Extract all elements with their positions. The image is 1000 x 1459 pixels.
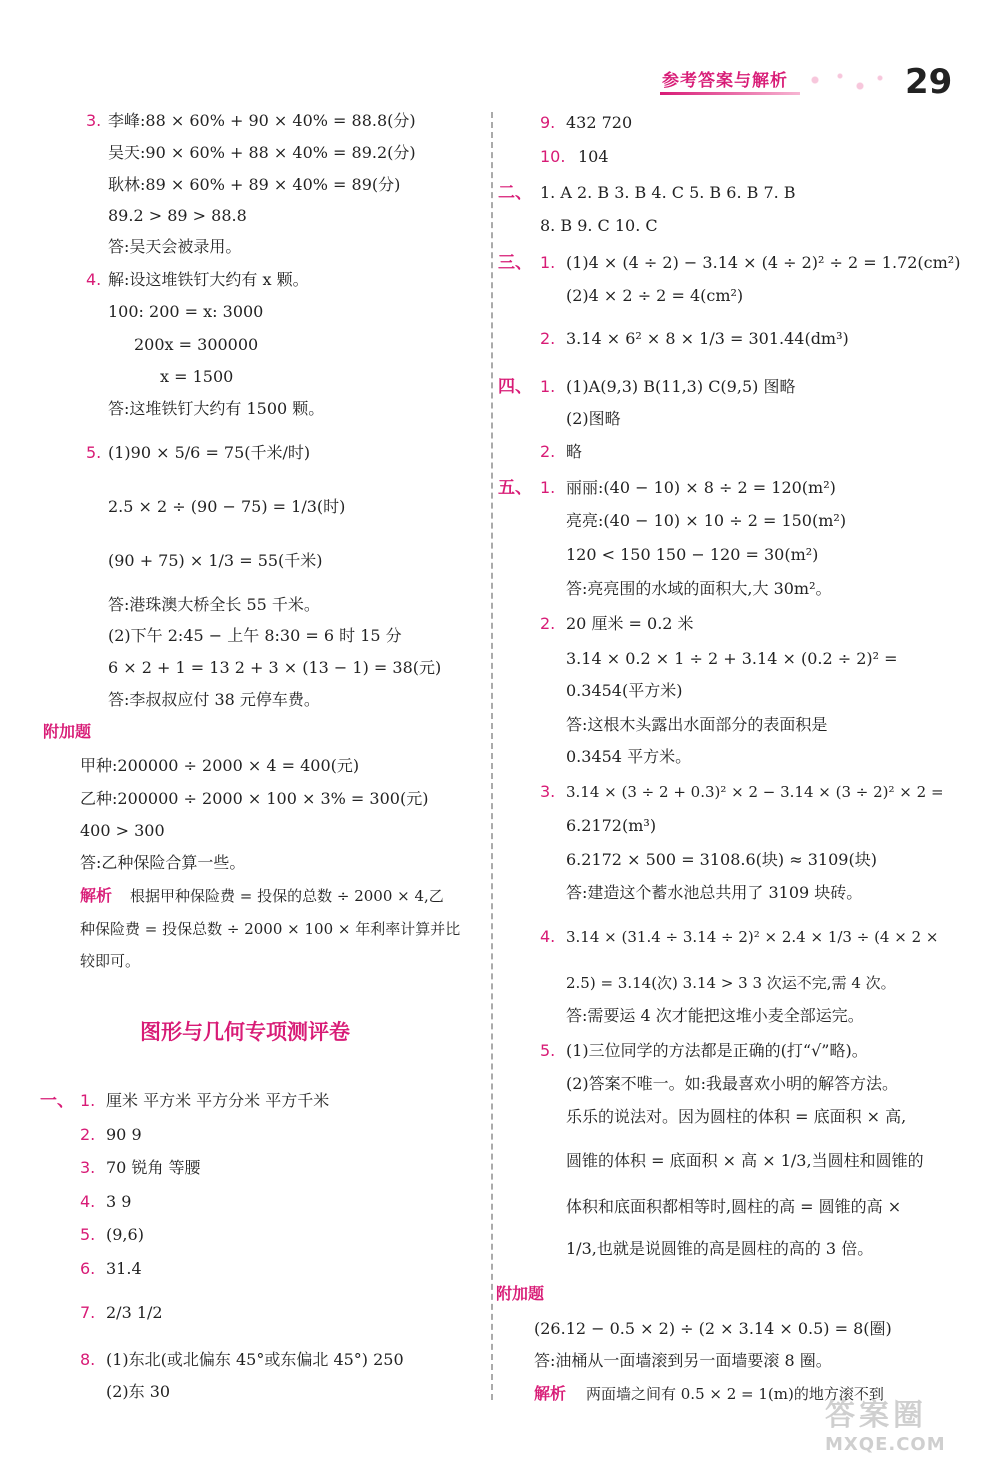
q4-line-3: 200x = 300000 (134, 335, 259, 354)
q4-line-4: x = 1500 (160, 367, 234, 386)
s3-q2-number: 2. (540, 329, 556, 348)
r-q9: 432 720 (566, 113, 633, 132)
s5-q2-line-1: 20 厘米 = 0.2 米 (566, 614, 694, 633)
watermark-line-1: 答案圈 (825, 1398, 927, 1433)
s1-q8-number: 8. (80, 1350, 96, 1369)
s1-q1-number: 1. (80, 1091, 96, 1110)
s5-q5-line-1: (1)三位同学的方法都是正确的(打“√”略)。 (566, 1041, 868, 1060)
watermark (825, 1390, 985, 1455)
s5-q2-number: 2. (540, 614, 556, 633)
s5-q3-number: 3. (540, 782, 556, 801)
r-q9-number: 9. (540, 113, 556, 132)
s5-q2-line-4: 答:这根木头露出水面部分的表面积是 (566, 715, 828, 734)
right-analysis-label: 解析 (534, 1384, 567, 1403)
s1-q2-number: 2. (80, 1125, 96, 1144)
s5-q5-line-3: 乐乐的说法对。因为圆柱的体积 = 底面积 × 高, (566, 1107, 907, 1126)
q5-answer: 答:李叔叔应付 38 元停车费。 (108, 690, 320, 709)
s5-q1-line-1: 丽丽:(40 − 10) × 8 ÷ 2 = 120(m²) (566, 478, 836, 497)
q3-answer: 答:吴天会被录用。 (108, 237, 242, 256)
s3-label: 三、 (498, 253, 532, 273)
s5-q5-number: 5. (540, 1041, 556, 1060)
section-big-title: 图形与几何专项测评卷 (140, 1020, 350, 1044)
s5-q4-line-2: 2.5) = 3.14(次) 3.14 > 3 3 次运不完,需 4 次。 (566, 974, 896, 992)
s5-q4-answer: 答:需要运 4 次才能把这堆小麦全部运完。 (566, 1006, 864, 1025)
s5-q2-line-3: 0.3454(平方米) (566, 681, 683, 700)
s4-q1-line-1: (1)A(9,3) B(11,3) C(9,5) 图略 (566, 377, 796, 396)
s1-q4: 3 9 (106, 1192, 132, 1211)
s5-q2-line-2: 3.14 × 0.2 × 1 ÷ 2 + 3.14 × (0.2 ÷ 2)² = (566, 649, 898, 668)
q4-line-2: 100: 200 = x: 3000 (108, 302, 264, 321)
s5-q1-line-2: 亮亮:(40 − 10) × 10 ÷ 2 = 150(m²) (566, 511, 847, 530)
q4-number: 4. (86, 270, 102, 289)
s1-q4-number: 4. (80, 1192, 96, 1211)
s2-line-1: 1. A 2. B 3. B 4. C 5. B 6. B 7. B (540, 183, 796, 202)
s1-q3: 70 锐角 等腰 (106, 1158, 201, 1177)
q4-answer: 答:这堆铁钉大约有 1500 颗。 (108, 399, 325, 418)
s1-q6-number: 6. (80, 1259, 96, 1278)
left-analysis-line-2: 种保险费 = 投保总数 ÷ 2000 × 100 × 年利率计算并比 (80, 920, 461, 938)
page-number: 29 (905, 62, 953, 102)
q5-line-1: (1)90 × 5/6 = 75(千米/时) (108, 443, 311, 462)
s1-q8-line-1: (1)东北(或北偏东 45°或东偏北 45°) 250 (106, 1350, 404, 1369)
q3-line-2: 吴天:90 × 60% + 88 × 40% = 89.2(分) (108, 143, 416, 162)
s1-q8-line-2: (2)东 30 (106, 1382, 171, 1401)
q5-line-2: 2.5 × 2 ÷ (90 − 75) = 1/3(时) (108, 497, 346, 516)
header-decoration (805, 68, 890, 94)
s5-q5-line-5: 体积和底面积都相等时,圆柱的高 = 圆锥的高 × (566, 1197, 902, 1216)
s5-q2-line-5: 0.3454 平方米。 (566, 747, 692, 766)
column-divider (491, 112, 493, 1400)
s1-q5: (9,6) (106, 1225, 144, 1244)
q5-line-6: 6 × 2 + 1 = 13 2 + 3 × (13 − 1) = 38(元) (108, 658, 442, 677)
s1-q3-number: 3. (80, 1158, 96, 1177)
s5-q5-line-4: 圆锥的体积 = 底面积 × 高 × 1/3,当圆柱和圆锥的 (566, 1151, 924, 1170)
s1-label: 一、 (40, 1091, 74, 1111)
left-extra-line-1: 甲种:200000 ÷ 2000 × 4 = 400(元) (80, 756, 360, 775)
q3-line-3: 耿林:89 × 60% + 89 × 40% = 89(分) (108, 175, 401, 194)
q5-number: 5. (86, 443, 102, 462)
s5-q3-answer: 答:建造这个蓄水池总共用了 3109 块砖。 (566, 883, 863, 902)
watermark-line-2: MXQE.COM (825, 1434, 946, 1455)
s5-q5-line-6: 1/3,也就是说圆锥的高是圆柱的高的 3 倍。 (566, 1239, 874, 1258)
s5-q3-line-3: 6.2172 × 500 = 3108.6(块) ≈ 3109(块) (566, 850, 877, 869)
q3-number: 3. (86, 111, 102, 130)
r-q10: 104 (578, 147, 609, 166)
s5-q3-line-2: 6.2172(m³) (566, 816, 657, 835)
s2-line-2: 8. B 9. C 10. C (540, 216, 658, 235)
s1-q5-number: 5. (80, 1225, 96, 1244)
s5-q4-number: 4. (540, 927, 556, 946)
s5-q1-number: 1. (540, 478, 556, 497)
s1-q7-number: 7. (80, 1303, 96, 1322)
left-extra-title: 附加题 (43, 722, 92, 741)
s5-q3-line-1: 3.14 × (3 ÷ 2 + 0.3)² × 2 − 3.14 × (3 ÷ 2)² × 2 = (566, 783, 944, 801)
q5-line-5: (2)下午 2:45 − 上午 8:30 = 6 时 15 分 (108, 626, 402, 645)
s4-q1-line-2: (2)图略 (566, 409, 621, 428)
s4-label: 四、 (498, 377, 532, 397)
header-underline (660, 92, 800, 95)
left-analysis-label: 解析 (80, 886, 113, 905)
header-label: 参考答案与解析 (662, 71, 788, 91)
q3-line-4: 89.2 > 89 > 88.8 (108, 206, 247, 225)
s4-q2-number: 2. (540, 442, 556, 461)
s4-q1-number: 1. (540, 377, 556, 396)
s5-q4-line-1: 3.14 × (31.4 ÷ 3.14 ÷ 2)² × 2.4 × 1/3 ÷ (4 × 2 × (566, 928, 939, 946)
s3-q1-line-1: (1)4 × (4 ÷ 2) − 3.14 × (4 ÷ 2)² ÷ 2 = 1.72(cm²) (566, 253, 961, 272)
r-q10-number: 10. (540, 147, 566, 166)
s3-q2: 3.14 × 6² × 8 × 1/3 = 301.44(dm³) (566, 329, 849, 348)
s3-q1-line-2: (2)4 × 2 ÷ 2 = 4(cm²) (566, 286, 744, 305)
s1-q7: 2/3 1/2 (106, 1303, 163, 1322)
s1-q2: 90 9 (106, 1125, 142, 1144)
s5-q5-line-2: (2)答案不唯一。如:我最喜欢小明的解答方法。 (566, 1074, 899, 1093)
s2-label: 二、 (498, 183, 532, 203)
q5-line-4: 答:港珠澳大桥全长 55 千米。 (108, 595, 320, 614)
s1-q6: 31.4 (106, 1259, 142, 1278)
right-extra-line-1: (26.12 − 0.5 × 2) ÷ (2 × 3.14 × 0.5) = 8(圈) (534, 1319, 892, 1338)
s1-q1: 厘米 平方米 平方分米 平方千米 (106, 1091, 330, 1110)
s4-q2: 略 (566, 442, 583, 461)
q3-line-1: 李峰:88 × 60% + 90 × 40% = 88.8(分) (108, 111, 416, 130)
q5-line-3: (90 + 75) × 1/3 = 55(千米) (108, 551, 323, 570)
s5-q1-answer: 答:亮亮围的水域的面积大,大 30m²。 (566, 579, 832, 598)
left-extra-answer: 答:乙种保险合算一些。 (80, 853, 246, 872)
right-extra-answer: 答:油桶从一面墙滚到另一面墙要滚 8 圈。 (534, 1351, 832, 1370)
left-analysis-line-1: 根据甲种保险费 = 投保的总数 ÷ 2000 × 4,乙 (130, 887, 444, 905)
right-analysis-line-1: 两面墙之间有 0.5 × 2 = 1(m)的地方滚不到 (586, 1385, 884, 1403)
left-extra-line-3: 400 > 300 (80, 821, 165, 840)
s5-label: 五、 (498, 478, 532, 498)
right-extra-title: 附加题 (496, 1284, 545, 1303)
s5-q1-line-3: 120 < 150 150 − 120 = 30(m²) (566, 545, 819, 564)
s3-q1-number: 1. (540, 253, 556, 272)
left-analysis-line-3: 较即可。 (80, 952, 141, 970)
left-extra-line-2: 乙种:200000 ÷ 2000 × 100 × 3% = 300(元) (80, 789, 429, 808)
q4-line-1: 解:设这堆铁钉大约有 x 颗。 (108, 270, 309, 289)
